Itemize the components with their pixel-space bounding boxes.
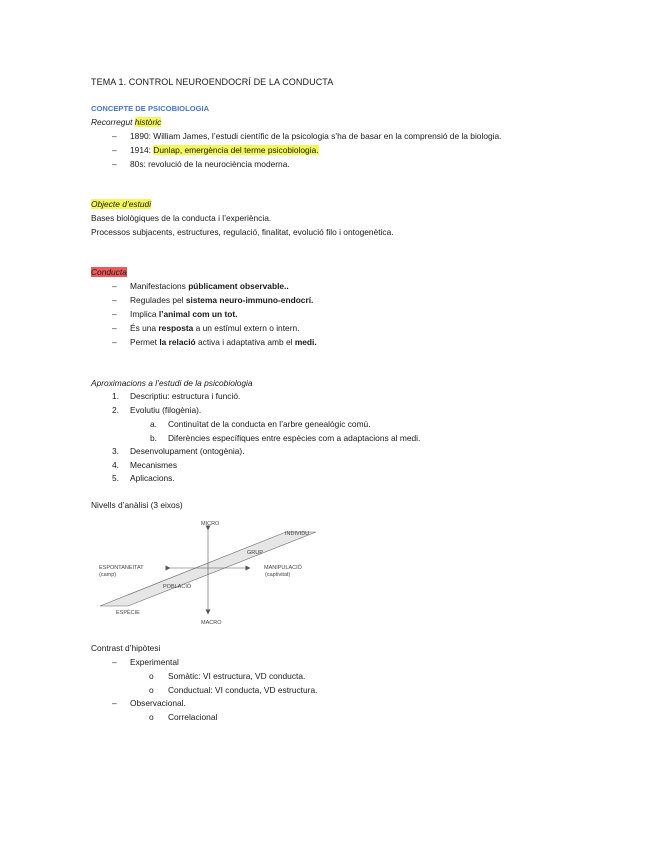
label-individu: INDIVIDU xyxy=(285,531,310,537)
list-item-bold: públicament observable.. xyxy=(188,281,289,291)
list-item xyxy=(130,309,238,320)
contrast-heading: Contrast d’hipòtesi xyxy=(91,643,161,653)
conducta-heading xyxy=(91,267,127,278)
list-item-text: Implica xyxy=(130,309,159,319)
list-item: Observacional. xyxy=(130,698,186,708)
label-captivitat: (captivitat) xyxy=(265,572,291,578)
list-number: 3. xyxy=(112,446,119,456)
list-letter: a. xyxy=(150,419,157,429)
list-dash: – xyxy=(112,131,117,141)
list-item-bold: resposta xyxy=(158,323,194,333)
list-item xyxy=(130,323,299,334)
aproximacions-heading: Aproximacions a l’estudi de la psicobiologia xyxy=(91,378,253,388)
document-title: TEMA 1. CONTROL NEUROENDOCRÍ DE LA CONDUCTA xyxy=(91,77,334,87)
section-heading-concepte: CONCEPTE DE PSICOBIOLOGIA xyxy=(91,104,210,113)
list-number: 2. xyxy=(112,405,119,415)
list-item xyxy=(130,159,290,170)
list-dash: – xyxy=(112,309,117,319)
list-item-bold: la relació xyxy=(159,337,196,347)
list-item-text: És una xyxy=(130,323,159,333)
list-dash: – xyxy=(112,145,117,155)
list-item-text: a un estímul extern o intern. xyxy=(193,323,300,333)
list-item-text: Manifestacions xyxy=(130,281,189,291)
list-bullet: o xyxy=(149,712,154,722)
list-subitem: Continuïtat de la conducta en l’arbre genealògic comú. xyxy=(168,419,371,429)
list-number: 5. xyxy=(112,473,119,483)
list-dash: – xyxy=(112,337,117,347)
list-subitem: Diferències específiques entre espècies com a adaptacions al medi. xyxy=(168,433,421,443)
nivells-heading: Nivells d’anàlisi (3 eixos) xyxy=(91,500,183,510)
list-item-text: 80s: revolució de la neurociència moderna. xyxy=(130,159,290,169)
list-number: 4. xyxy=(112,460,119,470)
list-item xyxy=(130,145,319,156)
list-item-highlight: Dunlap, emergència del terme psicobiologia. xyxy=(153,145,319,155)
list-item xyxy=(130,295,313,306)
list-item-bold: l’animal com un tot. xyxy=(158,309,238,319)
list-item-text: activa i adaptativa amb el xyxy=(195,337,295,347)
list-item-text: Permet xyxy=(130,337,160,347)
recorregut-label: Recorregut xyxy=(91,117,135,127)
list-subitem: Somàtic: VI estructura, VD conducta. xyxy=(168,671,306,681)
list-bullet: o xyxy=(149,685,154,695)
label-micro: MICRO xyxy=(201,521,220,527)
objecte-heading-highlight: Objecte d’estudi xyxy=(91,199,152,209)
list-item: Desenvolupament (ontogènia). xyxy=(130,446,245,456)
recorregut-highlight: històric xyxy=(134,117,162,127)
list-letter: b. xyxy=(150,433,157,443)
list-bullet: o xyxy=(149,671,154,681)
list-subitem: Conductual: VI conducta, VD estructura. xyxy=(168,685,318,695)
list-item xyxy=(130,281,289,292)
label-espontaneitat: ESPONTANEITAT xyxy=(99,565,144,571)
list-item: Mecanismes xyxy=(130,460,178,470)
list-dash: – xyxy=(112,281,117,291)
list-item: Aplicacions. xyxy=(130,473,175,483)
list-dash: – xyxy=(112,159,117,169)
list-dash: – xyxy=(112,323,117,333)
list-item-bold: medi. xyxy=(294,337,317,347)
list-item-text: 1890: William James, l’estudi científic de la psicologia s’ha de basar en la comprensió de la biologia. xyxy=(130,131,502,141)
objecte-heading xyxy=(91,199,151,210)
label-manipulacio: MANIPULACIÓ xyxy=(264,565,302,571)
label-macro: MACRO xyxy=(201,620,222,626)
objecte-line: Bases biològiques de la conducta i l’experiència. xyxy=(91,213,272,223)
list-item: Descriptiu: estructura i funció. xyxy=(130,391,241,401)
list-subitem: Correlacional xyxy=(168,712,218,722)
label-grup: GRUP xyxy=(247,550,263,556)
list-item-bold: sistema neuro-immuno-endocrí. xyxy=(185,295,314,305)
list-item-text: 1914: xyxy=(130,145,154,155)
list-dash: – xyxy=(112,698,117,708)
list-item xyxy=(130,337,317,348)
recorregut-heading xyxy=(91,117,161,128)
list-dash: – xyxy=(112,657,117,667)
analysis-axes-diagram xyxy=(94,518,334,630)
label-especie: ESPÈCIE xyxy=(116,610,140,616)
list-item xyxy=(130,131,502,142)
objecte-line: Processos subjacents, estructures, regulació, finalitat, evolució filo i ontogenètica. xyxy=(91,227,394,237)
label-poblacio: POBLACIÓ xyxy=(163,584,192,590)
list-item-text: Regulades pel xyxy=(130,295,186,305)
list-item: Evolutiu (filogènia). xyxy=(130,405,202,415)
list-number: 1. xyxy=(112,391,119,401)
list-item: Experimental xyxy=(130,657,179,667)
list-dash: – xyxy=(112,295,117,305)
conducta-heading-highlight: Conducta xyxy=(91,267,127,277)
label-camp: (camp) xyxy=(99,572,117,578)
